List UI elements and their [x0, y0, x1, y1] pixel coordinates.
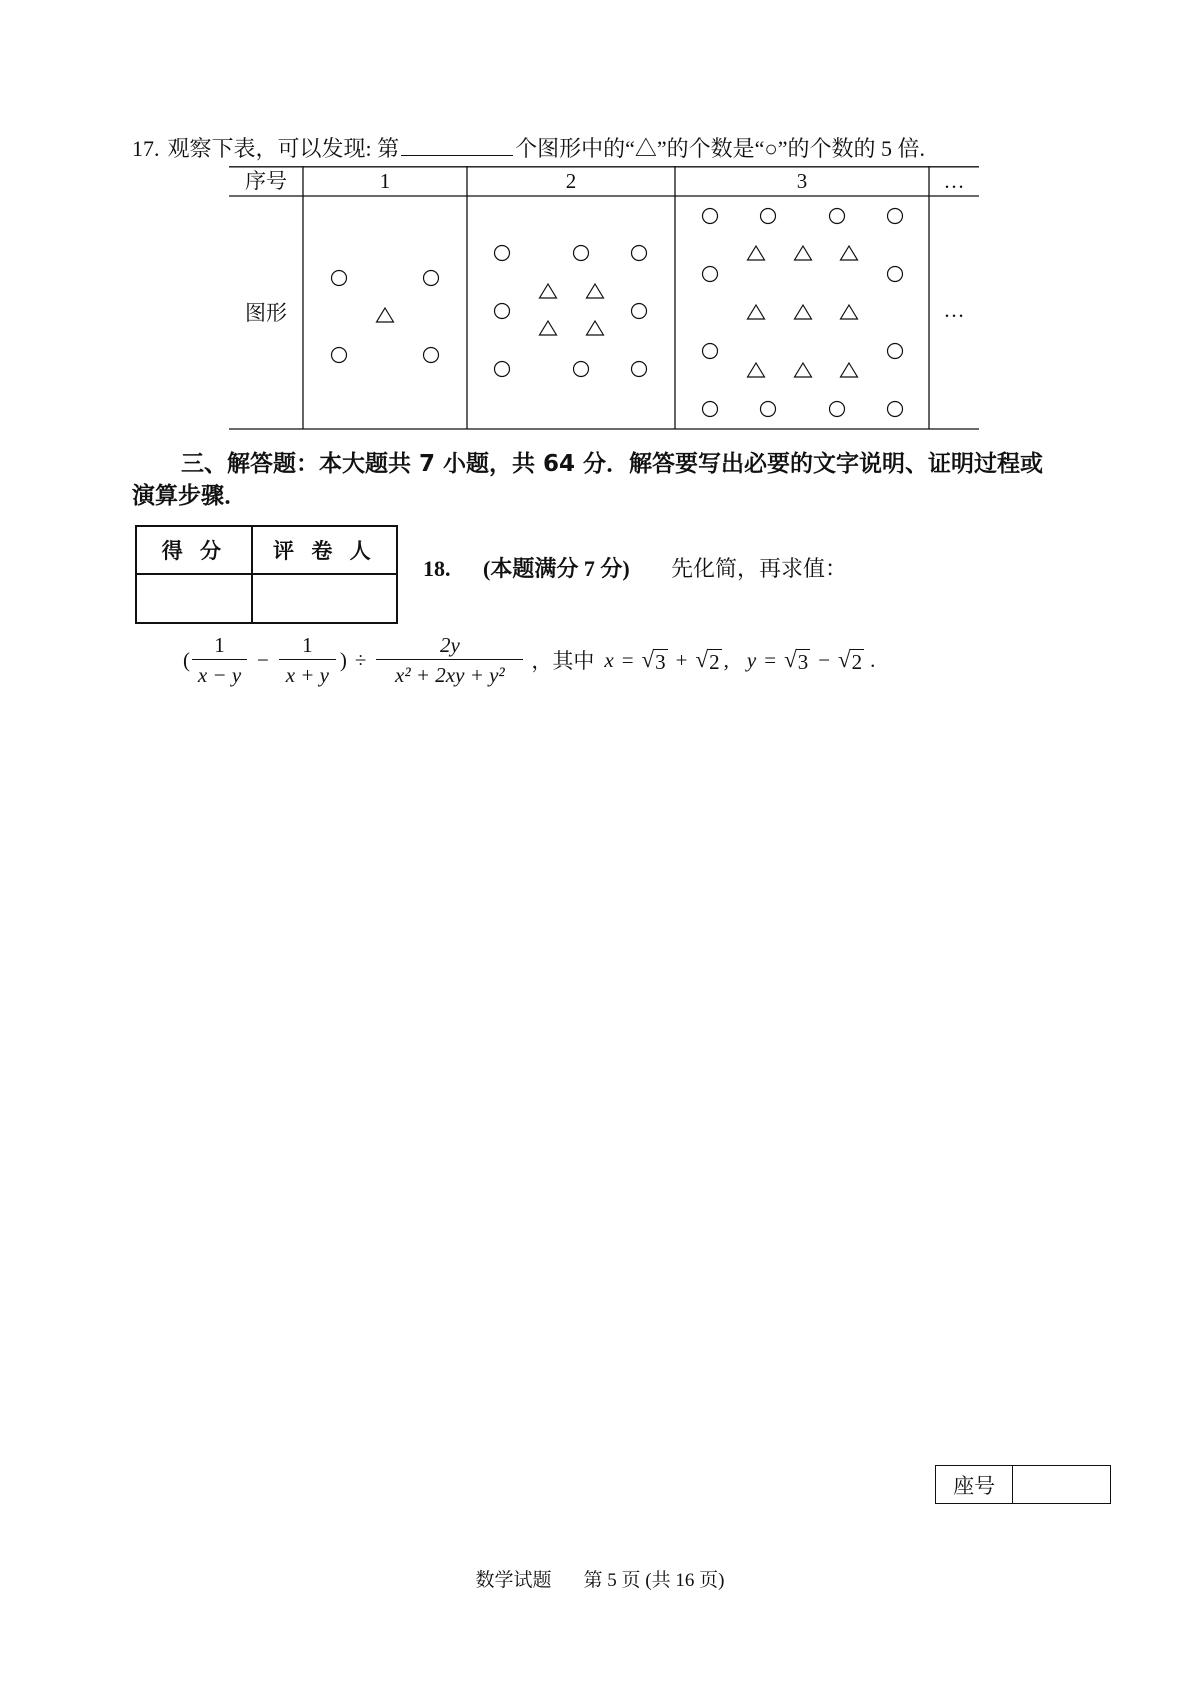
- figure-3: [703, 209, 903, 417]
- circle-mark: [632, 304, 647, 319]
- radical: [642, 647, 668, 673]
- plus-sign: +: [675, 647, 688, 672]
- table-header-column-2: 2: [565, 169, 577, 193]
- score-table-entry-row: [136, 574, 397, 623]
- circle-mark: [703, 344, 718, 359]
- circle-mark: [574, 362, 589, 377]
- radical: [784, 647, 810, 673]
- fraction-1-numerator: 1: [192, 633, 247, 660]
- radical-sign: √: [784, 647, 797, 672]
- page-footer: [0, 1568, 1200, 1594]
- table-header-ellipsis: …: [943, 169, 965, 193]
- radicand: 2: [851, 650, 863, 674]
- score-header: 得 分: [136, 526, 252, 574]
- circle-mark: [632, 246, 647, 261]
- footer-subject: 数学试题: [475, 1570, 552, 1591]
- fraction-3-numerator: 2y: [376, 633, 523, 660]
- fraction-2-numerator: 1: [279, 633, 336, 660]
- question-18-prompt: 先化简，再求值：: [671, 556, 848, 581]
- triangle-mark: [795, 363, 812, 377]
- score-cell: [136, 574, 252, 623]
- triangle-mark: [795, 305, 812, 319]
- circle-mark: [703, 267, 718, 282]
- grader-header: 评 卷 人: [252, 526, 397, 574]
- question-18-number: 18.: [423, 556, 451, 581]
- seat-number-box: [935, 1465, 1111, 1504]
- fraction-1: [192, 633, 247, 687]
- radical: [838, 647, 864, 673]
- section-3-heading-line-1: 三、解答题：本大题共 7 小题，共 64 分．解答要写出必要的文字说明、证明过程或: [181, 451, 1044, 477]
- question-17-text-after: 个图形中的“△”的个数是“○”的个数的 5 倍.: [515, 136, 925, 161]
- comma: ,: [723, 647, 729, 672]
- triangle-mark: [841, 363, 858, 377]
- question-18-points: (本题满分 7 分): [483, 556, 630, 581]
- figure-2: [495, 246, 647, 377]
- triangle-mark: [540, 321, 557, 335]
- pattern-table: [229, 166, 979, 430]
- triangle-mark: [377, 308, 394, 322]
- x-variable: x: [604, 647, 614, 672]
- table-header-column-3: 3: [796, 169, 808, 193]
- table-header-index-label: 序号: [245, 169, 287, 193]
- triangle-mark: [587, 284, 604, 298]
- circle-mark: [574, 246, 589, 261]
- triangle-mark: [748, 305, 765, 319]
- circle-mark: [424, 348, 439, 363]
- fraction-2-denominator: x + y: [285, 663, 329, 687]
- circle-mark: [888, 209, 903, 224]
- table-row-figure-label: 图形: [245, 301, 287, 325]
- circle-mark: [495, 362, 510, 377]
- score-table: [135, 525, 398, 624]
- seat-number-row: [936, 1466, 1111, 1504]
- triangle-mark: [795, 246, 812, 260]
- radicand: 3: [655, 650, 666, 674]
- seat-number-field: [1013, 1466, 1111, 1504]
- grader-cell: [252, 574, 397, 623]
- circle-mark: [888, 344, 903, 359]
- seat-number-label: 座号: [936, 1466, 1013, 1504]
- open-paren: (: [183, 647, 190, 672]
- circle-mark: [703, 402, 718, 417]
- fraction-3: [376, 633, 523, 687]
- section-3-heading-line-2: 演算步骤．: [132, 483, 247, 509]
- figure-1: [332, 271, 439, 363]
- radicand: 3: [797, 650, 809, 674]
- question-17-number: 17.: [132, 136, 160, 161]
- circle-mark: [888, 267, 903, 282]
- circle-mark: [424, 271, 439, 286]
- question-18-expression: [183, 628, 875, 692]
- divide-sign: ÷: [354, 647, 367, 672]
- triangle-mark: [841, 246, 858, 260]
- y-condition: [747, 647, 876, 673]
- triangle-mark: [540, 284, 557, 298]
- circle-mark: [632, 362, 647, 377]
- close-paren: ): [339, 647, 347, 672]
- circle-mark: [495, 246, 510, 261]
- radical-sign: √: [695, 647, 709, 672]
- circle-mark: [830, 209, 845, 224]
- circle-mark: [888, 402, 903, 417]
- triangle-mark: [587, 321, 604, 335]
- table-header-column-1: 1: [379, 169, 391, 193]
- radical-sign: √: [641, 647, 655, 672]
- fraction-3-denominator: x² + 2xy + y²: [395, 663, 505, 687]
- equals-sign: =: [621, 647, 634, 672]
- circle-mark: [830, 402, 845, 417]
- score-table-header-row: [136, 526, 397, 574]
- question-17-text-before: 观察下表，可以发现: 第: [167, 136, 400, 161]
- answer-blank: [401, 137, 513, 156]
- minus-sign: −: [818, 647, 831, 672]
- circle-mark: [761, 209, 776, 224]
- circle-mark: [761, 402, 776, 417]
- x-condition: [604, 647, 729, 673]
- where-text: ，其中: [531, 649, 595, 673]
- circle-mark: [332, 271, 347, 286]
- table-body-ellipsis: …: [943, 298, 965, 322]
- y-variable: y: [746, 647, 757, 672]
- minus-sign: −: [257, 647, 269, 672]
- circle-mark: [495, 304, 510, 319]
- radicand: 2: [709, 650, 720, 674]
- radical: [696, 647, 722, 673]
- circle-mark: [703, 209, 718, 224]
- fraction-1-denominator: x − y: [197, 663, 242, 687]
- question-17-prompt: [132, 135, 925, 163]
- footer-page-info: 第 5 页 (共 16 页): [583, 1570, 725, 1591]
- equals-sign: =: [764, 647, 777, 672]
- period: .: [870, 647, 876, 672]
- triangle-mark: [748, 246, 765, 260]
- triangle-mark: [748, 363, 765, 377]
- triangle-mark: [841, 305, 858, 319]
- circle-mark: [332, 348, 347, 363]
- fraction-2: [279, 633, 336, 687]
- radical-sign: √: [838, 647, 851, 672]
